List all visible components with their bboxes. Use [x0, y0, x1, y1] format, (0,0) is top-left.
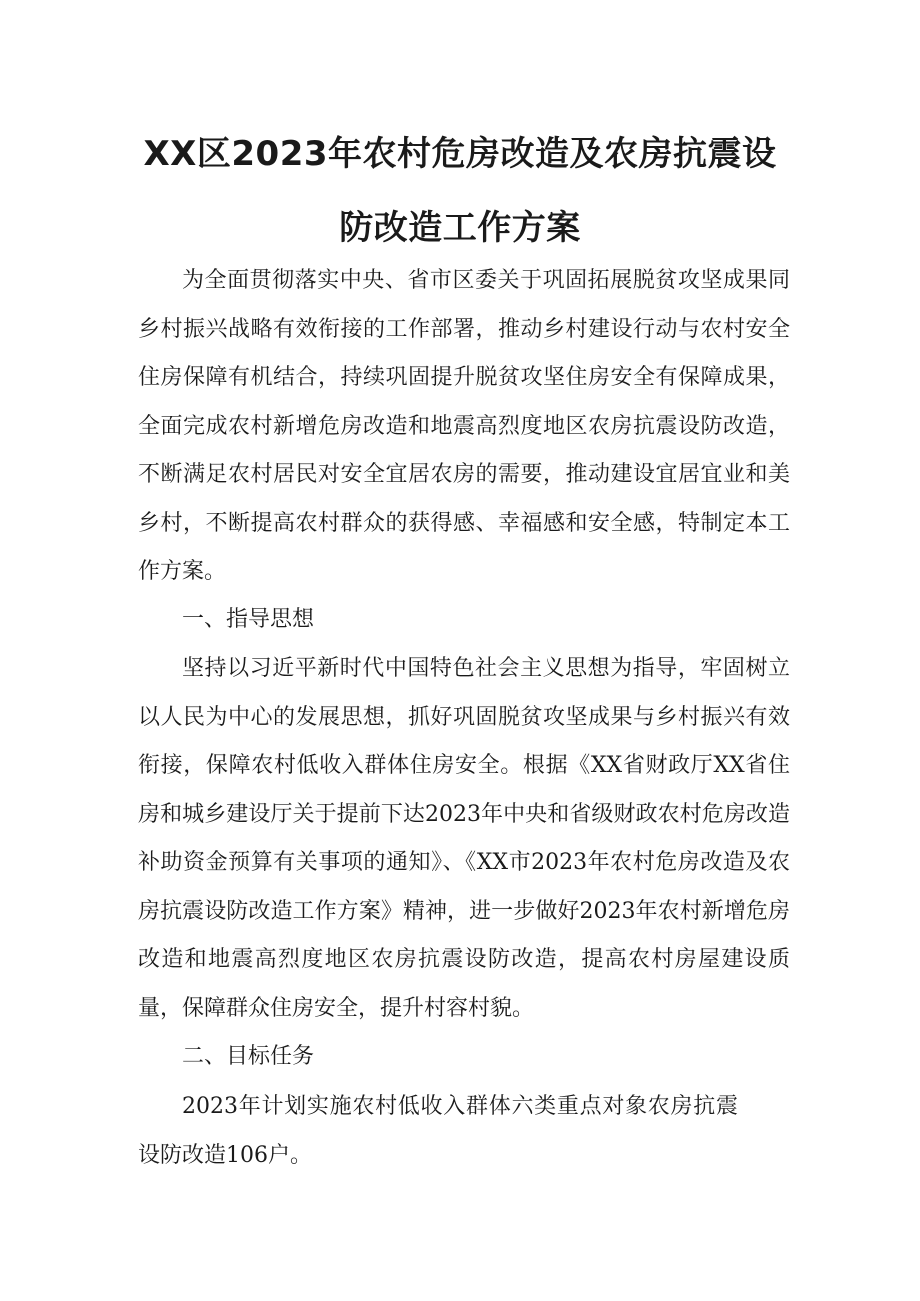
section-heading-goals-tasks: 二、目标任务 [182, 1044, 315, 1069]
document-title-line-1: XX区2023年农村危房改造及农房抗震设 [143, 134, 777, 174]
intro-paragraph: 为全面贯彻落实中央、省市区委关于巩固拓展脱贫攻坚成果同乡村振兴战略有效衔接的工作部署，推动乡村建设行动与农村安全住房保障有机结合，持续巩固提升脱贫攻坚住房安全有保障成果，全面完成农村新增危房改造和地震高烈度地区农房抗震设防改造，不断满足农村居民对安全宜居农房的需要，推动建设宜居宜业和美乡村，不断提高农村群众的获得感、幸福感和安全感，特制定本工作方案。 [138, 268, 790, 584]
document-title-line-2: 防改造工作方案 [339, 208, 581, 248]
section-body-guiding-ideology: 坚持以习近平新时代中国特色社会主义思想为指导，牢固树立以人民为中心的发展思想，抓好巩固脱贫攻坚成果与乡村振兴有效衔接，保障农村低收入群体住房安全。根据《XX省财政厅XX省住房和城乡建设厅关于提前下达2023年中央和省级财政农村危房改造补助资金预算有关事项的通知》、《XX市2023年农村危房改造及农房抗震设防改造工作方案》精神，进一步做好2023年农村新增危房改造和地震高烈度地区农房抗震设防改造，提高农村房屋建设质量，保障群众住房安全，提升村容村貌。 [138, 656, 790, 1021]
section-heading-guiding-ideology: 一、指导思想 [182, 607, 315, 632]
section-body-goals-tasks: 2023年计划实施农村低收入群体六类重点对象农房抗震设防改造106户。 [138, 1094, 738, 1168]
